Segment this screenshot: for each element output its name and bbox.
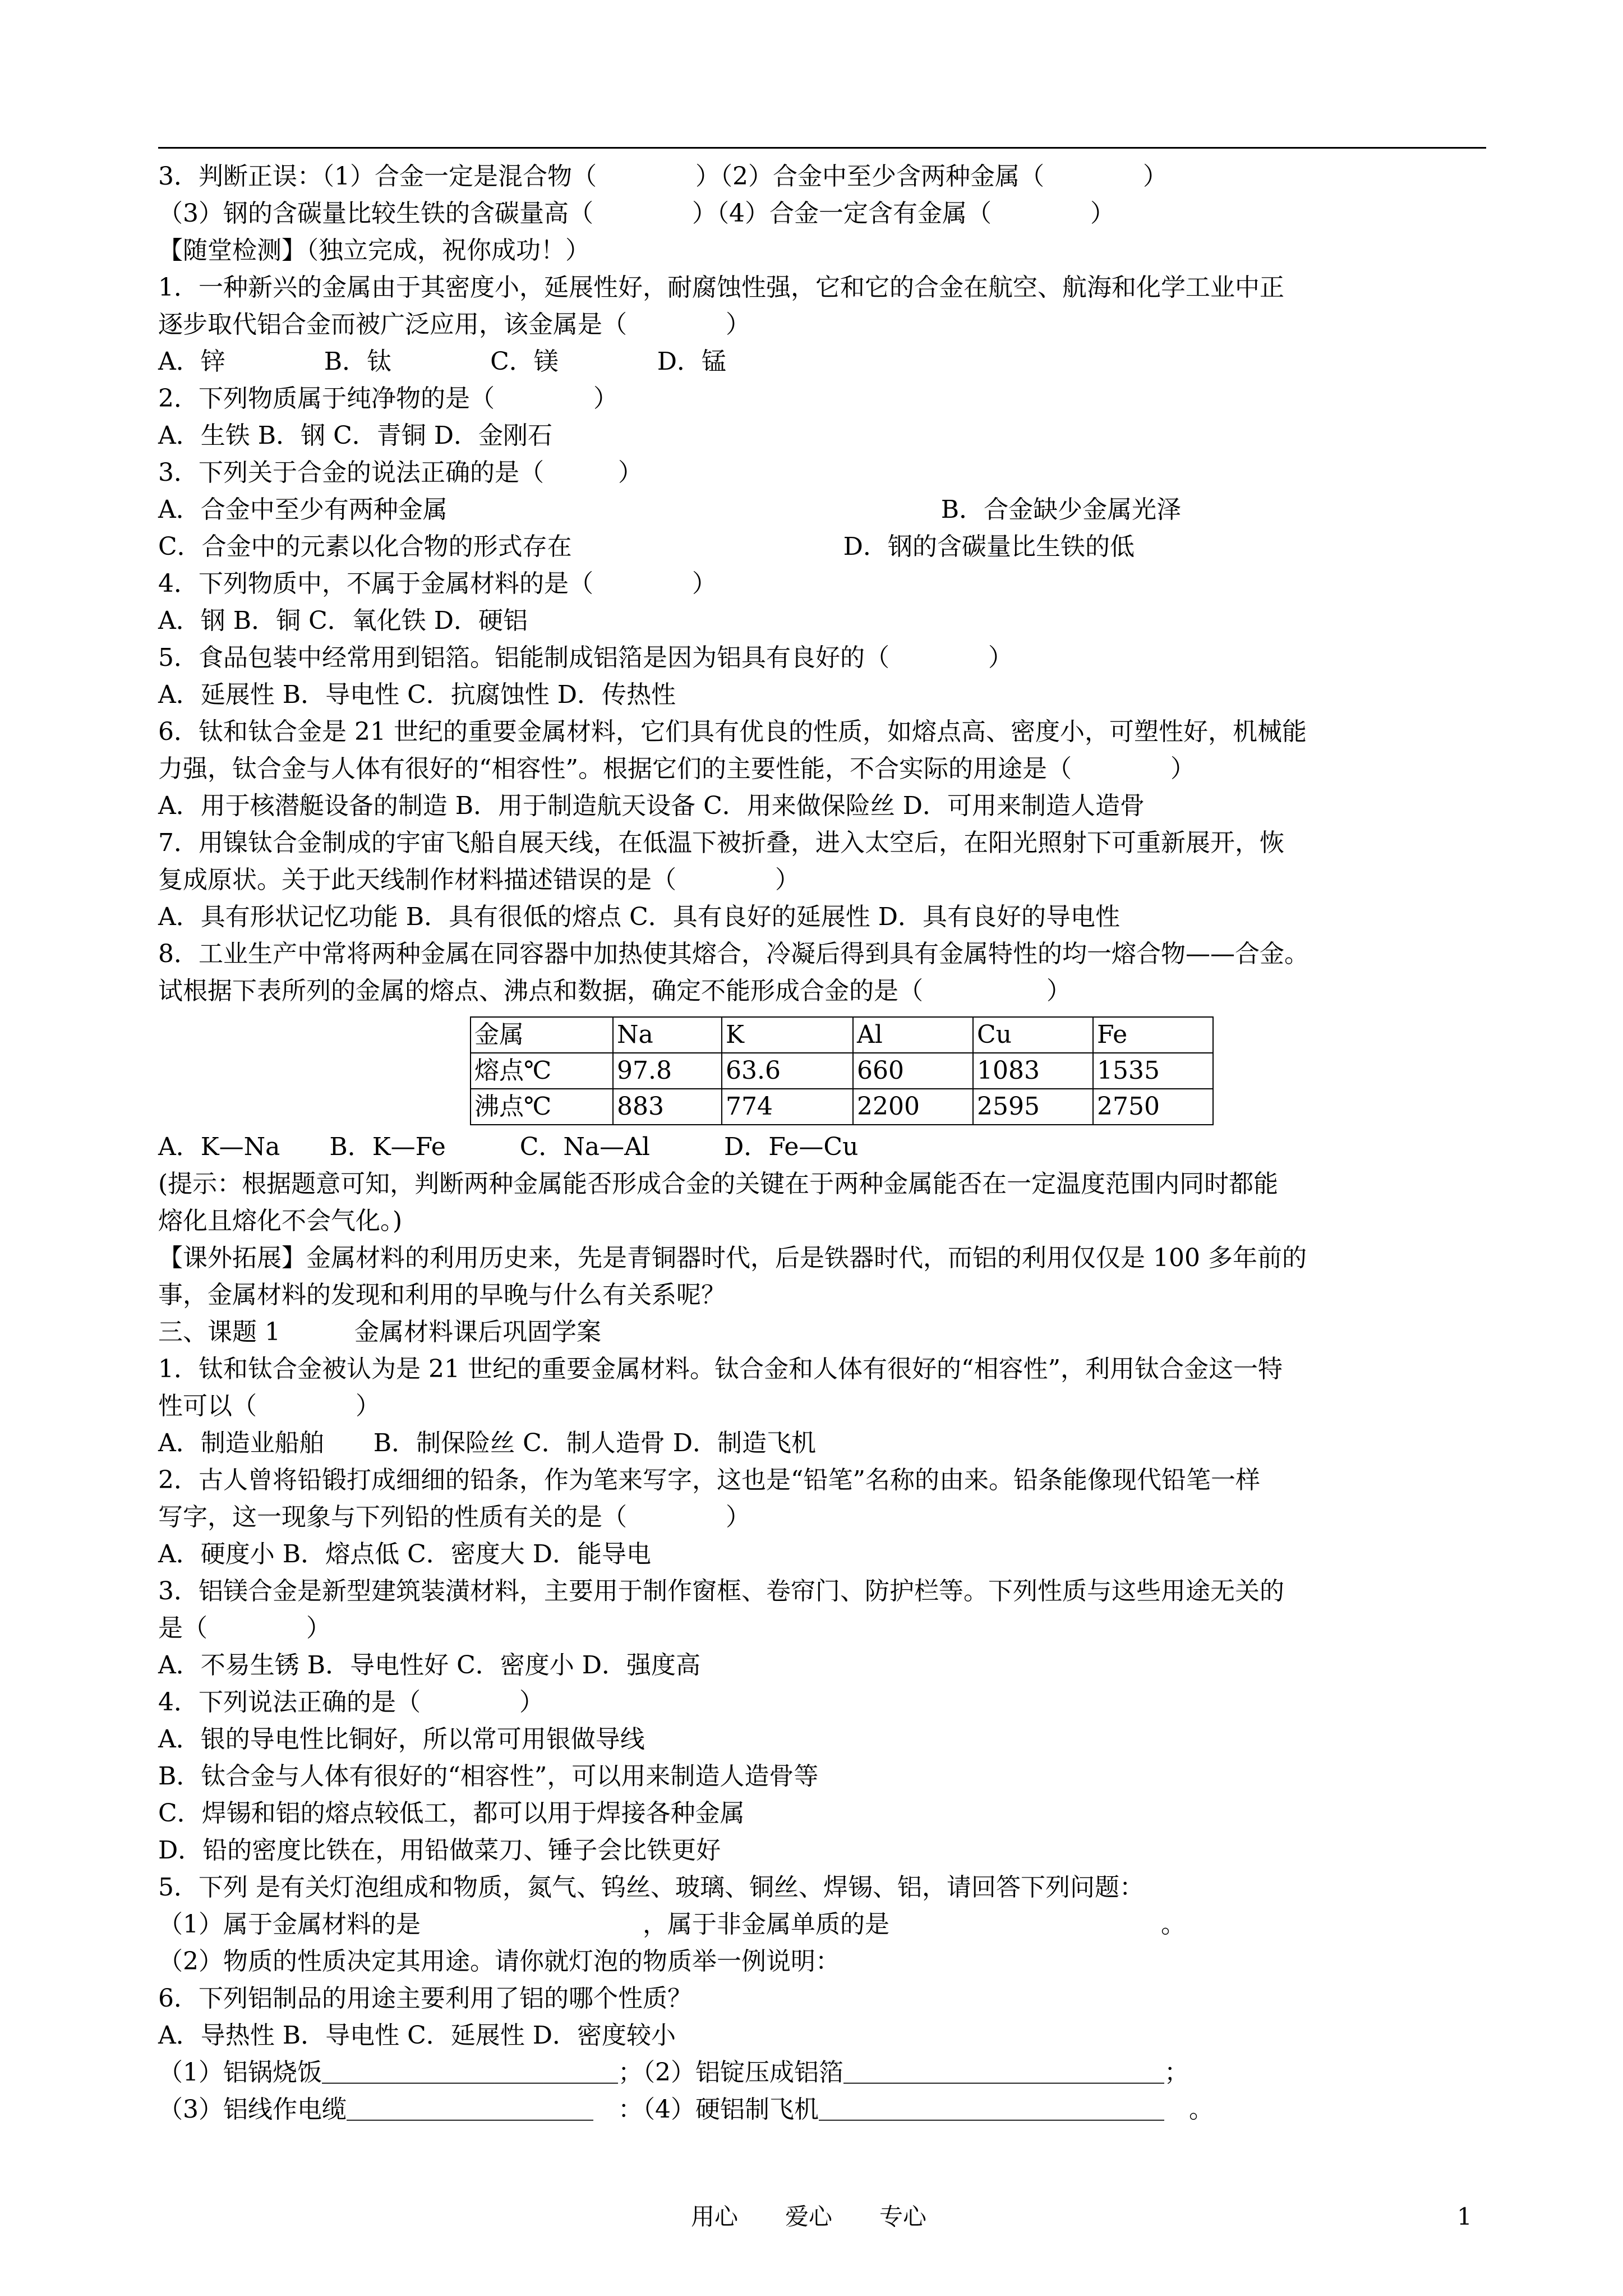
text-line: 3．铝镁合金是新型建筑装潢材料，主要用于制作窗框、卷帘门、防护栏等。下列性质与这些用途无关的 xyxy=(158,1577,1284,1605)
text-line: 5．食品包装中经常用到铝箔。铝能制成铝箔是因为铝具有良好的（ ） xyxy=(158,643,1013,672)
text-line: 力强，钛合金与人体有很好的“相容性”。根据它们的主要性能，不合实际的用途是（ ） xyxy=(158,754,1195,783)
text-line: 逐步取代铝合金而被广泛应用，该金属是（ ） xyxy=(158,310,750,339)
metal-properties-table xyxy=(470,1016,1214,1125)
text-line: （1）铝锅烧饭＿＿＿＿＿＿＿＿＿＿＿＿；（2）铝锭压成铝箔＿＿＿＿＿＿＿＿＿＿＿＿＿； xyxy=(158,2058,1189,2087)
text-line: C．焊锡和铝的熔点较低工，都可以用于焊接各种金属 xyxy=(158,1799,745,1828)
text-line: A．K—Na B．K—Fe C．Na—Al D．Fe—Cu xyxy=(158,1133,859,1161)
text-line: （3）铝线作电缆＿＿＿＿＿＿＿＿＿＿ ：（4）硬铝制飞机＿＿＿＿＿＿＿＿＿＿＿＿＿＿ 。 xyxy=(158,2095,1214,2124)
text-line: 3．下列关于合金的说法正确的是（ ） xyxy=(158,458,643,487)
text-line: A．生铁 B．钢 C．青铜 D．金刚石 xyxy=(158,421,553,450)
text-line: 7．用镍钛合金制成的宇宙飞船自展天线，在低温下被折叠，进入太空后，在阳光照射下可重新展开，恢 xyxy=(158,829,1284,857)
table-cell: 97.8 xyxy=(613,1053,722,1089)
text-line: 性可以（ ） xyxy=(158,1392,380,1420)
text-line: 4．下列物质中，不属于金属材料的是（ ） xyxy=(158,569,717,598)
table-cell: Cu xyxy=(973,1017,1093,1053)
text-line: A．导热性 B．导电性 C．延展性 D．密度较小 xyxy=(158,2021,676,2050)
text-line: 【随堂检测】（独立完成，祝你成功！） xyxy=(158,236,590,265)
text-line: A．延展性 B．导电性 C．抗腐蚀性 D．传热性 xyxy=(158,680,676,709)
text-line: 是（ ） xyxy=(158,1614,331,1642)
text-line: 6．下列铝制品的用途主要利用了铝的哪个性质？ xyxy=(158,1984,692,2013)
text-line: 【课外拓展】金属材料的利用历史来，先是青铜器时代，后是铁器时代，而铝的利用仅仅是 100 多年前的 xyxy=(158,1244,1307,1272)
text-line: A．用于核潜艇设备的制造 B．用于制造航天设备 C．用来做保险丝 D．可用来制造人造骨 xyxy=(158,792,1145,820)
table-cell: 沸点℃ xyxy=(471,1089,613,1125)
text-line: A．不易生锈 B．导电性好 C．密度小 D．强度高 xyxy=(158,1651,701,1680)
text-line: A．具有形状记忆功能 B．具有很低的熔点 C．具有良好的延展性 D．具有良好的导电性 xyxy=(158,903,1121,931)
text-line: A．合金中至少有两种金属 B．合金缺少金属光泽 xyxy=(158,495,1182,524)
text-line: D．铅的密度比铁在，用铅做菜刀、锤子会比铁更好 xyxy=(158,1836,721,1865)
text-line: 1．钛和钛合金被认为是 21 世纪的重要金属材料。钛合金和人体有很好的“相容性”，利用钛合金这一特 xyxy=(158,1355,1283,1383)
table-cell: 2750 xyxy=(1093,1089,1213,1125)
table-cell: 883 xyxy=(613,1089,722,1125)
table-cell: 660 xyxy=(853,1053,973,1089)
table-cell: 金属 xyxy=(471,1017,613,1053)
page-number: 1 xyxy=(1457,2203,1472,2230)
text-line: 写字，这一现象与下列铅的性质有关的是（ ） xyxy=(158,1503,750,1531)
text-line: 2．古人曾将铅锻打成细细的铅条，作为笔来写字，这也是“铅笔”名称的由来。铅条能像现代铅笔一样 xyxy=(158,1466,1260,1494)
text-line: A．银的导电性比铜好，所以常可用银做导线 xyxy=(158,1725,645,1754)
text-line: 试根据下表所列的金属的熔点、沸点和数据，确定不能形成合金的是（ ） xyxy=(158,977,1071,1005)
text-line: A．钢 B．铜 C．氧化铁 D．硬铝 xyxy=(158,606,528,635)
text-line: 5．下列 是有关灯泡组成和物质，氮气、钨丝、玻璃、铜丝、焊锡、铝，请回答下列问题： xyxy=(158,1873,1144,1902)
text-line: （2）物质的性质决定其用途。请你就灯泡的物质举一例说明： xyxy=(158,1947,840,1976)
table-cell: K xyxy=(722,1017,853,1053)
text-line: 1．一种新兴的金属由于其密度小，延展性好，耐腐蚀性强，它和它的合金在航空、航海和化学工业中正 xyxy=(158,273,1284,302)
table-cell: 1535 xyxy=(1093,1053,1213,1089)
text-line: A．制造业船舶 B．制保险丝 C．制人造骨 D．制造飞机 xyxy=(158,1429,817,1457)
text-line: B．钛合金与人体有很好的“相容性”，可以用来制造人造骨等 xyxy=(158,1762,819,1791)
text-line: 三、课题 1 金属材料课后巩固学案 xyxy=(158,1318,601,1346)
table-cell: 63.6 xyxy=(722,1053,853,1089)
text-line: (提示：根据题意可知，判断两种金属能否形成合金的关键在于两种金属能否在一定温度范围内同时都能 xyxy=(158,1170,1279,1198)
text-line: 2．下列物质属于纯净物的是（ ） xyxy=(158,384,618,413)
table-cell: 2200 xyxy=(853,1089,973,1125)
table-cell: 2595 xyxy=(973,1089,1093,1125)
table-cell: 774 xyxy=(722,1089,853,1125)
text-line: 事，金属材料的发现和利用的早晚与什么有关系呢？ xyxy=(158,1281,726,1309)
text-line: （3）钢的含碳量比较生铁的含碳量高（ ）（4）合金一定含有金属（ ） xyxy=(158,199,1115,228)
table-cell: 1083 xyxy=(973,1053,1093,1089)
text-line: 复成原状。关于此天线制作材料描述错误的是（ ） xyxy=(158,866,800,894)
table-cell: Al xyxy=(853,1017,973,1053)
footer-slogan: 用心 爱心 专心 xyxy=(691,2203,927,2230)
text-line: 4．下列说法正确的是（ ） xyxy=(158,1688,544,1717)
table-cell: Na xyxy=(613,1017,722,1053)
text-line: A．硬度小 B．熔点低 C．密度大 D．能导电 xyxy=(158,1540,652,1568)
text-line: A．锌 B．钛 C．镁 D．锰 xyxy=(158,347,727,376)
text-line: 熔化且熔化不会气化。) xyxy=(158,1207,403,1235)
text-line: 8．工业生产中常将两种金属在同容器中加热使其熔合，冷凝后得到具有金属特性的均一熔合物——合金。 xyxy=(158,940,1309,968)
table-cell: Fe xyxy=(1093,1017,1213,1053)
table-row xyxy=(471,1053,1213,1089)
text-line: （1）属于金属材料的是 ，属于非金属单质的是 。 xyxy=(158,1910,1186,1939)
table-row xyxy=(471,1017,1213,1053)
text-line: C．合金中的元素以化合物的形式存在 D．钢的含碳量比生铁的低 xyxy=(158,532,1135,561)
text-line: 6．钛和钛合金是 21 世纪的重要金属材料，它们具有优良的性质，如熔点高、密度小，可塑性好，机械能 xyxy=(158,717,1307,746)
table-row xyxy=(471,1089,1213,1125)
table-cell: 熔点℃ xyxy=(471,1053,613,1089)
text-line: 3．判断正误：（1）合金一定是混合物（ ）（2）合金中至少含两种金属（ ） xyxy=(158,162,1168,191)
header-rule xyxy=(158,147,1486,149)
